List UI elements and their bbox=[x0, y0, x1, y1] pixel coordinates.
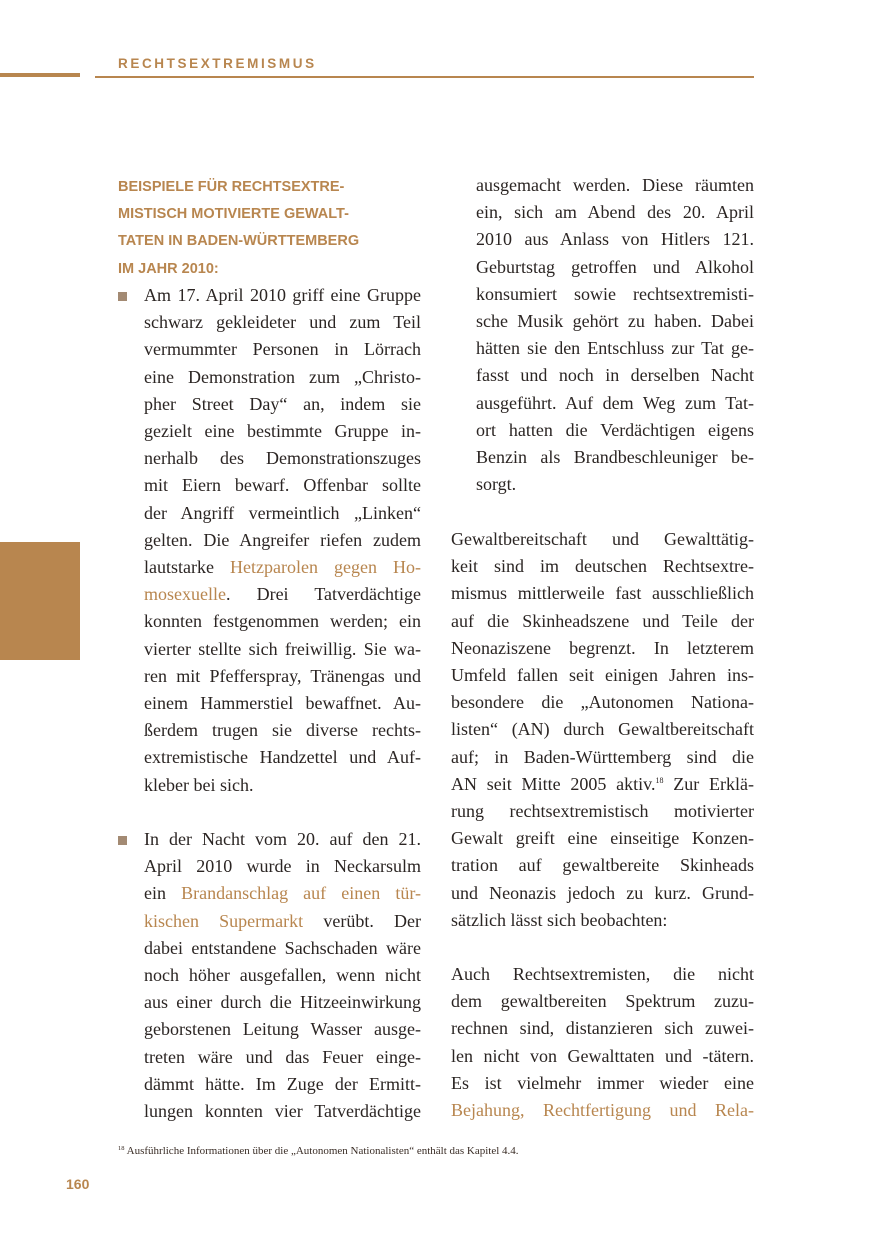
box-item-2-continued: ausgemacht werden. Diese räumten ein, sich am Abend des 20. April 2010 aus Anlass von Hitlers 121. Geburtstag getroffen und Alkohol konsumiert sowie rechtsextremisti- sche Musik gehört zu haben. Dabei hätten sie den Entschluss zur Tat ge- fasst und noch in derselben Nacht ausgeführt. Auf dem Weg zum Tat- ort hatten die Verdächtigen eigens Benzin als Brandbeschleuniger be- sorgt. bbox=[476, 175, 754, 495]
bullet-marker bbox=[118, 836, 127, 845]
footnote-reference[interactable]: 18 bbox=[655, 775, 664, 785]
footnote-number: 18 bbox=[118, 1145, 125, 1152]
highlight-bejahung: Bejahung, Rechtfertigung und Rela- bbox=[451, 1100, 754, 1121]
footnote-text: Ausführliche Informationen über die „Autonomen Nationalisten“ enthält das Kapitel 4.4. bbox=[124, 1145, 519, 1157]
footnote bbox=[118, 1145, 758, 1157]
highlight-brandanschlag: Brandanschlag auf einen tür- bbox=[181, 883, 421, 904]
highlight-hetzparolen: Hetzparolen gegen Ho- bbox=[230, 557, 421, 578]
chapter-marker bbox=[0, 542, 80, 660]
running-header: RECHTSEXTREMISMUS bbox=[118, 56, 317, 71]
highlight-hetzparolen-cont: mosexuelle bbox=[144, 584, 226, 605]
body-paragraph-2: Auch Rechtsextremisten, die nicht dem gewaltbereiten Spektrum zuzu- rechnen sind, distanzieren sich zuwei- len nicht von Gewalttaten und -tätern. Es ist vielmehr immer wieder eine Bejahung, Rechtfertigung und Rela- bbox=[451, 961, 754, 1124]
box-item-1: Am 17. April 2010 griff eine Gruppe schwarz gekleideter und zum Teil vermummter Personen in Lörrach eine Demonstration zum „Christo- pher Street Day“ an, indem sie gezielt eine bestimmte Gruppe in- nerhalb des Demonstrationszuges mit Eiern bewarf. Offenbar sollte der Angriff vermeintlich „Linken“ gelten. Die Angreifer riefen zudem lautstarke Hetzparolen gegen Ho- mosexuelle. Drei Tatverdächtige konnten festgenommen werden; ein vierter stellte sich freiwillig. Sie wa- ren mit Pfefferspray, Tränengas und einem Hammerstiel bewaffnet. Au- ßerdem trugen sie diverse rechts- extremistische Handzettel und Auf- kleber bei sich. bbox=[144, 285, 421, 795]
box-heading: BEISPIELE FÜR RECHTSEXTRE- MISTISCH MOTIVIERTE GEWALT- TATEN IN BADEN-WÜRTTEMBERG IM JAHR 2010: bbox=[118, 179, 360, 277]
page-number: 160 bbox=[66, 1176, 90, 1192]
bullet-marker bbox=[118, 292, 127, 301]
body-paragraph-1: Gewaltbereitschaft und Gewalttätig- keit sind im deutschen Rechtsextre- mismus mittlerweile fast ausschließlich auf die Skinheadszene und Teile der Neonaziszene begrenzt. In letzterem Umfeld fallen seit einigen Jahren ins- besondere die „Autonomen Nationa- listen“ (AN) durch Gewaltbereitschaft auf; in Baden-Württemberg sind die AN seit Mitte 2005 aktiv.$^{18}$ Zur Erklä- rung rechtsextremistisch motivierter Gewalt greift eine einseitige Konzen- tration auf gewaltbereite Skinheads und Neonazis jedoch zu kurz. Grund- sätzlich lässt sich beobachten: bbox=[451, 529, 754, 930]
header-accent-bar bbox=[0, 73, 80, 77]
box-item-2: In der Nacht vom 20. auf den 21. April 2010 wurde in Neckarsulm ein Brandanschlag auf einen tür- kischen Supermarkt verübt. Der dabei entstandene Sachschaden wäre noch höher ausgefallen, wenn nicht aus einer durch die Hitzeeinwirkung geborstenen Leitung Wasser ausge- treten wäre und das Feuer einge- dämmt hätte. Im Zuge der Ermitt- lungen konnten vier Tatverdächtige bbox=[144, 829, 421, 1122]
highlight-brandanschlag-cont: kischen Supermarkt bbox=[144, 910, 304, 931]
header-rule bbox=[95, 76, 754, 78]
